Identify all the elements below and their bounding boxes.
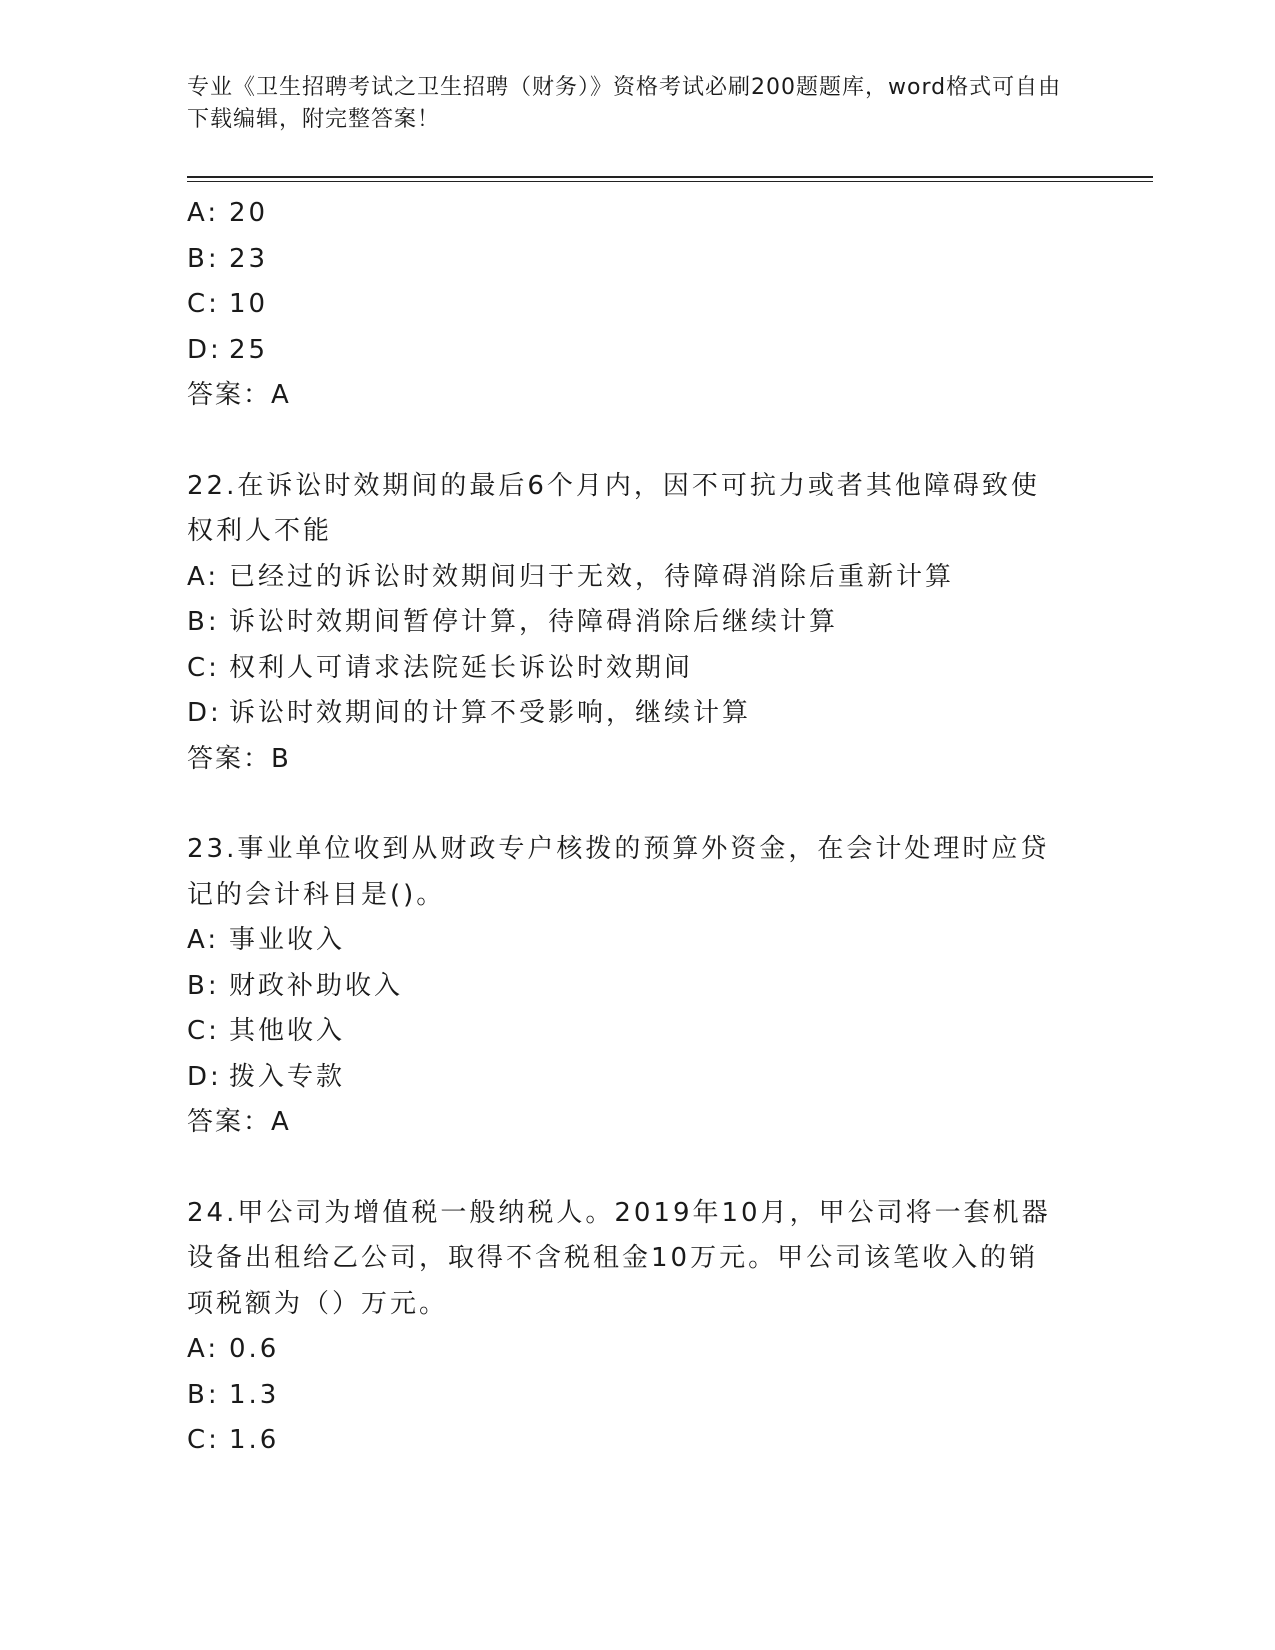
- option-label: B:: [187, 607, 220, 637]
- document-header: [187, 72, 1067, 136]
- option-label: B:: [187, 243, 220, 274]
- option-text: 20: [229, 198, 269, 228]
- option-d: [187, 691, 1067, 737]
- spacer: [187, 419, 1067, 464]
- header-divider-thin: [187, 181, 1153, 182]
- option-a: [187, 918, 1067, 964]
- spacer: [187, 1146, 1067, 1191]
- option-label: B:: [187, 970, 220, 1001]
- option-label: A:: [187, 198, 220, 228]
- spacer: [187, 782, 1067, 827]
- option-b: [187, 600, 1067, 646]
- option-text: 权利人可请求法院延长诉讼时效期间: [229, 652, 694, 683]
- option-label: C:: [187, 1016, 220, 1046]
- answer-line: 答案：B: [187, 743, 291, 774]
- question-block-22: [187, 464, 1067, 783]
- option-text: 财政补助收入: [229, 970, 404, 1001]
- question-text: 22.在诉讼时效期间的最后6个月内，因不可抗力或者其他障碍致使权利人不能: [187, 470, 1040, 546]
- option-text: 1.6: [229, 1425, 280, 1455]
- option-b: [187, 964, 1067, 1010]
- option-text: 已经过的诉讼时效期间归于无效，待障碍消除后重新计算: [229, 561, 955, 592]
- question-list: [187, 191, 1067, 1464]
- option-text: 事业收入: [229, 925, 346, 955]
- option-label: D:: [187, 698, 222, 728]
- option-b: [187, 237, 1067, 283]
- question-block-24: [187, 1191, 1067, 1464]
- document-title: 专业《卫生招聘考试之卫生招聘（财务）》资格考试必刷200题题库，word格式可自由下载编辑，附完整答案！: [187, 75, 1062, 132]
- option-c: [187, 1418, 1067, 1464]
- option-c: [187, 282, 1067, 328]
- option-text: 23: [229, 243, 269, 274]
- option-text: 诉讼时效期间的计算不受影响，继续计算: [229, 698, 752, 728]
- option-b: [187, 1373, 1067, 1419]
- option-label: C:: [187, 289, 220, 319]
- option-label: B:: [187, 1379, 220, 1410]
- option-text: 25: [229, 334, 269, 365]
- option-label: D:: [187, 334, 222, 365]
- option-d: [187, 1055, 1067, 1101]
- option-label: D:: [187, 1061, 222, 1092]
- option-text: 其他收入: [229, 1016, 346, 1046]
- option-text: 1.3: [229, 1379, 280, 1410]
- option-text: 10: [229, 289, 269, 319]
- answer-line: 答案：A: [187, 380, 291, 410]
- option-c: [187, 646, 1067, 692]
- question-block-21: [187, 191, 1067, 419]
- question-text: 24.甲公司为增值税一般纳税人。2019年10月，甲公司将一套机器设备出租给乙公司，取得不含税租金10万元。甲公司该笔收入的销项税额为（）万元。: [187, 1197, 1051, 1319]
- option-label: A:: [187, 1334, 220, 1364]
- option-a: [187, 191, 1067, 237]
- question-block-23: [187, 827, 1067, 1146]
- option-label: C:: [187, 652, 220, 683]
- option-c: [187, 1009, 1067, 1055]
- option-text: 0.6: [229, 1334, 280, 1364]
- option-label: A:: [187, 925, 220, 955]
- option-label: A:: [187, 561, 220, 592]
- answer-line: 答案：A: [187, 1107, 291, 1137]
- option-label: C:: [187, 1425, 220, 1455]
- option-text: 诉讼时效期间暂停计算，待障碍消除后继续计算: [229, 607, 839, 637]
- option-a: [187, 1327, 1067, 1373]
- question-text: 23.事业单位收到从财政专户核拨的预算外资金，在会计处理时应贷记的会计科目是()。: [187, 834, 1050, 910]
- option-d: [187, 328, 1067, 374]
- option-text: 拨入专款: [229, 1061, 346, 1092]
- header-divider-thick: [187, 176, 1153, 178]
- option-a: [187, 555, 1067, 601]
